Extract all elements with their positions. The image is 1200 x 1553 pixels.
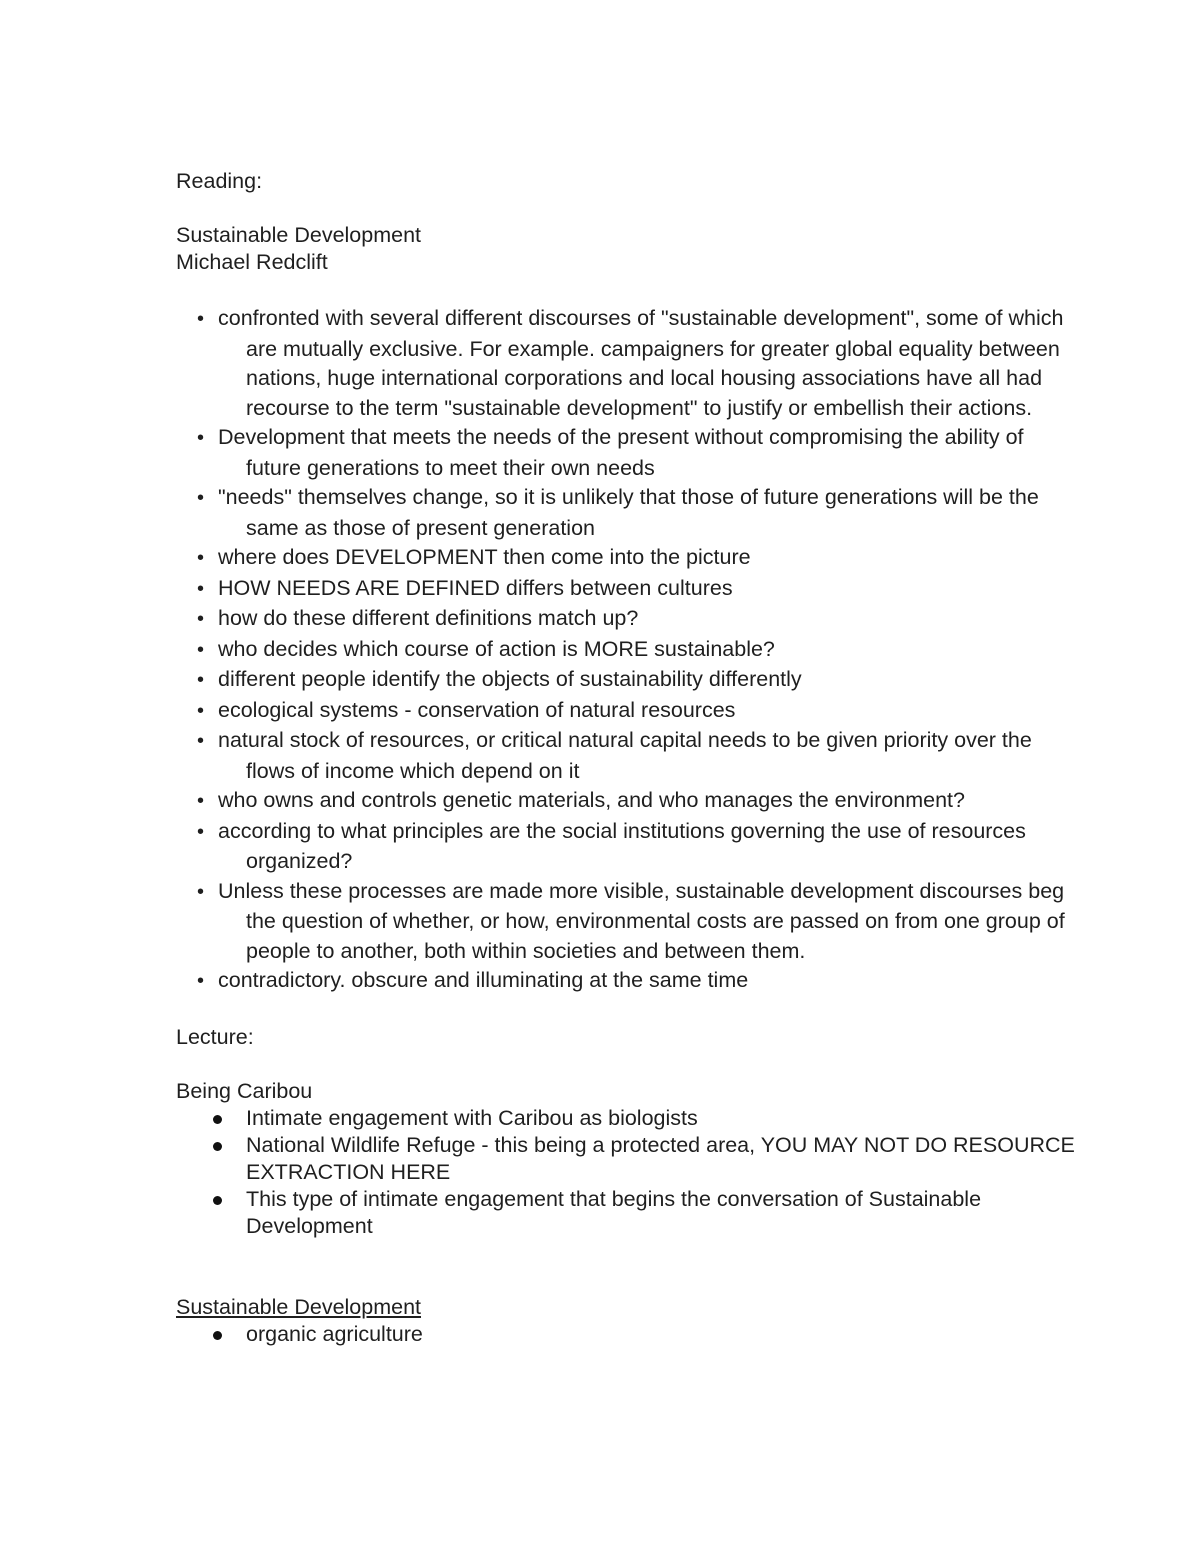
reading-list-item — [176, 786, 1076, 817]
bullet-dot-icon: • — [197, 608, 205, 630]
bullet-dot-icon: • — [197, 820, 205, 843]
spacer — [176, 1051, 1076, 1078]
bullet-dot-icon: • — [197, 790, 205, 812]
bullet-dot-icon: • — [197, 487, 205, 509]
reading-list-item-text: how do these different definitions match up? — [218, 606, 639, 630]
sustainable-section-title: Sustainable Development — [176, 1294, 422, 1319]
reading-list-item — [176, 877, 1076, 967]
disc-list-item-text: Intimate engagement with Caribou as biologists — [246, 1105, 698, 1130]
reading-list-item-text: confronted with several different discourses of "sustainable development", some of which are mutually exclusive. For example. campaigners for greater global equality between nations, huge international corporations and local housing associations have all had recourse to the term "sustainable development" to justify or embellish their actions. — [218, 306, 1064, 420]
reading-list-item-text: Unless these processes are made more visible, sustainable development discourses beg the question of whether, or how, environmental costs are passed on from one group of people to another, both within societies and between them. — [218, 878, 1065, 963]
reading-list-item — [176, 665, 1076, 696]
bullet-disc-icon — [213, 1142, 222, 1151]
reading-list-item — [176, 574, 1076, 605]
spacer — [176, 195, 1076, 222]
bullet-dot-icon: • — [197, 880, 205, 903]
disc-list-item-text: This type of intimate engagement that begins the conversation of Sustainable Development — [246, 1186, 982, 1238]
bullet-dot-icon: • — [197, 970, 205, 992]
reading-list-item-text: natural stock of resources, or critical natural capital needs to be given priority over the flows of income which depend on it — [218, 728, 1032, 783]
reading-list-item-text: who decides which course of action is MORE sustainable? — [218, 636, 775, 661]
reading-list-item — [176, 726, 1076, 786]
disc-list-item — [176, 1132, 1076, 1186]
bullet-dot-icon: • — [197, 638, 205, 661]
reading-list-item-text: where does DEVELOPMENT then come into the picture — [218, 545, 751, 569]
reading-author: Michael Redclift — [176, 250, 328, 274]
reading-list-item — [176, 304, 1076, 423]
reading-title: Sustainable Development — [176, 223, 422, 247]
reading-list-item — [176, 483, 1076, 543]
reading-list-item-text: contradictory. obscure and illuminating at the same time — [218, 968, 749, 992]
reading-list-item — [176, 604, 1076, 635]
bullet-disc-icon — [213, 1196, 222, 1205]
reading-list-item-text: Development that meets the needs of the present without compromising the ability of future generations to meet their own needs — [218, 425, 1024, 480]
reading-list-item — [176, 543, 1076, 574]
reading-list-item-text: ecological systems - conservation of natural resources — [218, 697, 736, 722]
lecture-heading: Lecture: — [176, 1024, 254, 1049]
spacer — [176, 276, 1076, 304]
reading-list-item — [176, 966, 1076, 997]
bullet-dot-icon: • — [197, 427, 205, 449]
disc-list-item-text: organic agriculture — [246, 1321, 423, 1346]
lecture-block — [176, 1024, 1076, 1240]
reading-list-item-text: different people identify the objects of sustainability differently — [218, 667, 802, 691]
disc-list-item — [176, 1186, 1076, 1240]
bullet-dot-icon: • — [197, 730, 205, 752]
bullet-disc-icon — [213, 1115, 222, 1124]
disc-list-item-text: National Wildlife Refuge - this being a protected area, YOU MAY NOT DO RESOURCE EXTRACTION HERE — [246, 1132, 1075, 1184]
reading-heading: Reading: — [176, 169, 263, 193]
spacer — [176, 1240, 1076, 1294]
reading-list-item — [176, 635, 1076, 666]
disc-list-item — [176, 1105, 1076, 1132]
disc-list-item — [176, 1321, 1076, 1348]
sustainable-notes-list — [176, 1321, 1076, 1348]
bullet-disc-icon — [213, 1331, 222, 1340]
bullet-dot-icon: • — [197, 547, 205, 569]
spacer — [176, 997, 1076, 1024]
reading-list-item-text: "needs" themselves change, so it is unlikely that those of future generations will be the same as those of present generation — [218, 485, 1039, 540]
reading-list-item — [176, 696, 1076, 727]
lecture-section-title: Being Caribou — [176, 1078, 313, 1103]
reading-list-item-text: HOW NEEDS ARE DEFINED differs between cultures — [218, 575, 733, 600]
bullet-dot-icon: • — [197, 669, 205, 691]
reading-list-item — [176, 817, 1076, 877]
bullet-dot-icon: • — [197, 577, 205, 600]
document-page — [176, 168, 1076, 1348]
lecture-notes-list — [176, 1105, 1076, 1240]
reading-list-item — [176, 423, 1076, 483]
bullet-dot-icon: • — [197, 308, 205, 330]
reading-list-item-text: who owns and controls genetic materials, and who manages the environment? — [218, 788, 965, 812]
reading-list-item-text: according to what principles are the social institutions governing the use of resources organized? — [218, 818, 1026, 873]
bullet-dot-icon: • — [197, 699, 205, 722]
reading-notes-list — [176, 304, 1076, 997]
